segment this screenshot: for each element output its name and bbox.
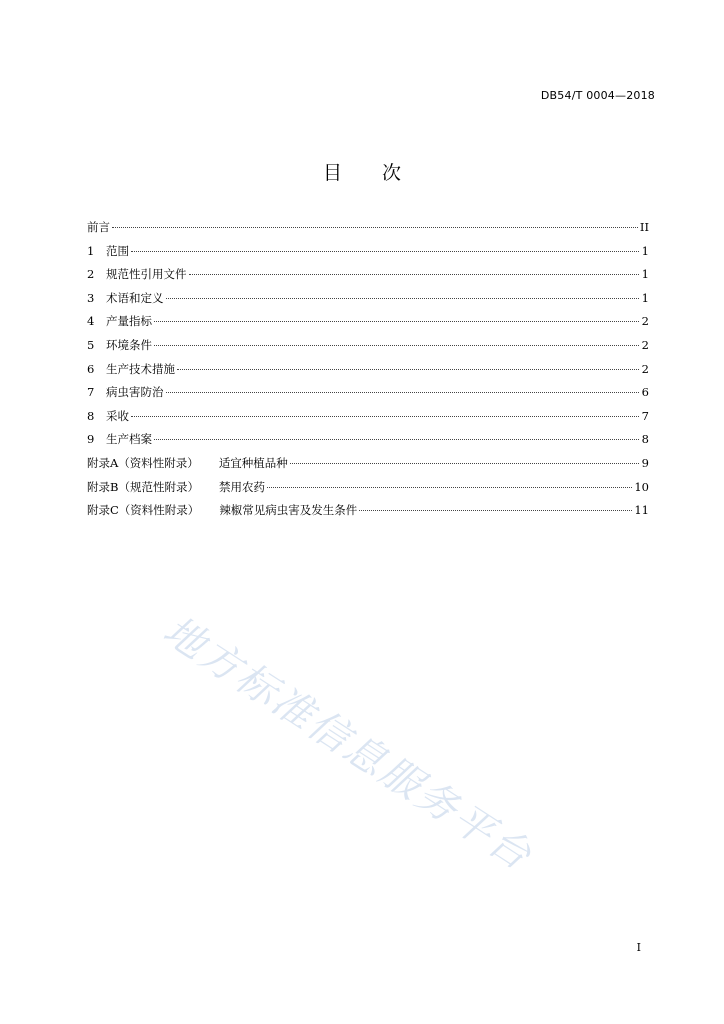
toc-entry-label-text: 前言 — [87, 220, 110, 234]
toc-entry-label-text: 范围 — [106, 243, 129, 258]
toc-entry-label-text: 术语和定义 — [106, 290, 164, 305]
toc-entry-number: 4 — [87, 314, 95, 329]
toc-entry[interactable] — [87, 501, 649, 525]
toc-entry-label-text: 附录A（资料性附录） — [87, 455, 199, 470]
page-title-char-1: 目 — [322, 162, 342, 184]
toc-entry-label — [87, 454, 288, 472]
toc-entry-page: 1 — [641, 243, 649, 258]
toc-entry-page: 10 — [634, 479, 649, 494]
toc-entry-label — [106, 407, 129, 425]
toc-entry-label-text: 生产档案 — [106, 432, 152, 447]
toc-entry-label — [87, 218, 110, 236]
toc-entry-label — [106, 360, 175, 378]
toc-entry-number: 8 — [87, 408, 95, 423]
toc-entry-label — [87, 501, 357, 519]
toc-entry[interactable] — [87, 383, 649, 407]
toc-entry-number: 1 — [87, 243, 95, 258]
toc-entry-page: 2 — [641, 337, 649, 352]
toc-entry-label — [106, 265, 187, 283]
toc-dot-leader — [154, 438, 639, 440]
toc-entry-label-text: 生产技术措施 — [106, 361, 175, 376]
toc-entry-label — [106, 242, 129, 260]
toc-entry-label-text: 产量指标 — [106, 314, 152, 329]
toc-dot-leader — [166, 391, 640, 393]
toc-entry-page: 11 — [634, 503, 649, 518]
toc-entry-label-text: 病虫害防治 — [106, 385, 164, 400]
toc-dot-leader — [359, 509, 632, 511]
toc-dot-leader — [177, 368, 639, 370]
toc-entry-label-text: 附录C（资料性附录） — [87, 503, 200, 518]
toc-entry[interactable] — [87, 312, 649, 336]
table-of-contents — [87, 218, 649, 525]
toc-entry-label — [106, 430, 152, 448]
toc-entry-page: 7 — [641, 408, 649, 423]
toc-entry-page: 1 — [641, 290, 649, 305]
toc-entry-label — [106, 289, 164, 307]
toc-entry[interactable] — [87, 265, 649, 289]
toc-entry-page: 1 — [641, 267, 649, 282]
page-number: I — [636, 941, 641, 954]
watermark: 地方标准信息服务平台 — [155, 607, 541, 881]
toc-entry-label — [106, 383, 164, 401]
toc-entry-number: 6 — [87, 361, 95, 376]
toc-entry-label-text: 附录B（规范性附录） — [87, 479, 199, 494]
toc-entry[interactable] — [87, 360, 649, 384]
toc-dot-leader — [154, 320, 639, 322]
toc-entry-number: 7 — [87, 385, 95, 400]
toc-entry-page: 6 — [641, 385, 649, 400]
toc-dot-leader — [112, 226, 638, 228]
toc-appendix-title: 适宜种植品种 — [218, 455, 288, 470]
toc-appendix-title: 辣椒常见病虫害及发生条件 — [219, 503, 358, 518]
toc-entry-label-text: 规范性引用文件 — [106, 267, 187, 282]
toc-dot-leader — [166, 297, 640, 299]
toc-dot-leader — [131, 415, 639, 417]
toc-entry-label-text: 环境条件 — [106, 337, 152, 352]
toc-entry-page: 2 — [641, 361, 649, 376]
toc-dot-leader — [267, 486, 632, 488]
page-title-char-2: 次 — [382, 162, 402, 184]
toc-entry-page: II — [639, 220, 649, 234]
toc-dot-leader — [131, 250, 639, 252]
toc-entry[interactable] — [87, 242, 649, 266]
toc-entry-label — [106, 336, 152, 354]
toc-appendix-title: 禁用农药 — [218, 479, 265, 494]
toc-entry-number: 5 — [87, 337, 95, 352]
toc-dot-leader — [290, 462, 639, 464]
toc-entry[interactable] — [87, 218, 649, 242]
toc-dot-leader — [189, 273, 640, 275]
toc-entry[interactable] — [87, 407, 649, 431]
toc-entry-page: 8 — [641, 432, 649, 447]
toc-entry-page: 2 — [641, 314, 649, 329]
toc-entry[interactable] — [87, 478, 649, 502]
toc-entry[interactable] — [87, 454, 649, 478]
toc-entry-label — [87, 478, 265, 496]
toc-entry[interactable] — [87, 430, 649, 454]
toc-entry[interactable] — [87, 289, 649, 313]
toc-dot-leader — [154, 344, 639, 346]
toc-entry-number: 3 — [87, 290, 95, 305]
page-title — [0, 158, 724, 185]
toc-entry-number: 9 — [87, 432, 95, 447]
toc-entry-number: 2 — [87, 267, 95, 282]
toc-entry[interactable] — [87, 336, 649, 360]
standard-code: DB54/T 0004—2018 — [540, 89, 655, 102]
toc-entry-page: 9 — [641, 455, 649, 470]
toc-entry-label — [106, 312, 152, 330]
toc-entry-label-text: 采收 — [106, 408, 129, 423]
